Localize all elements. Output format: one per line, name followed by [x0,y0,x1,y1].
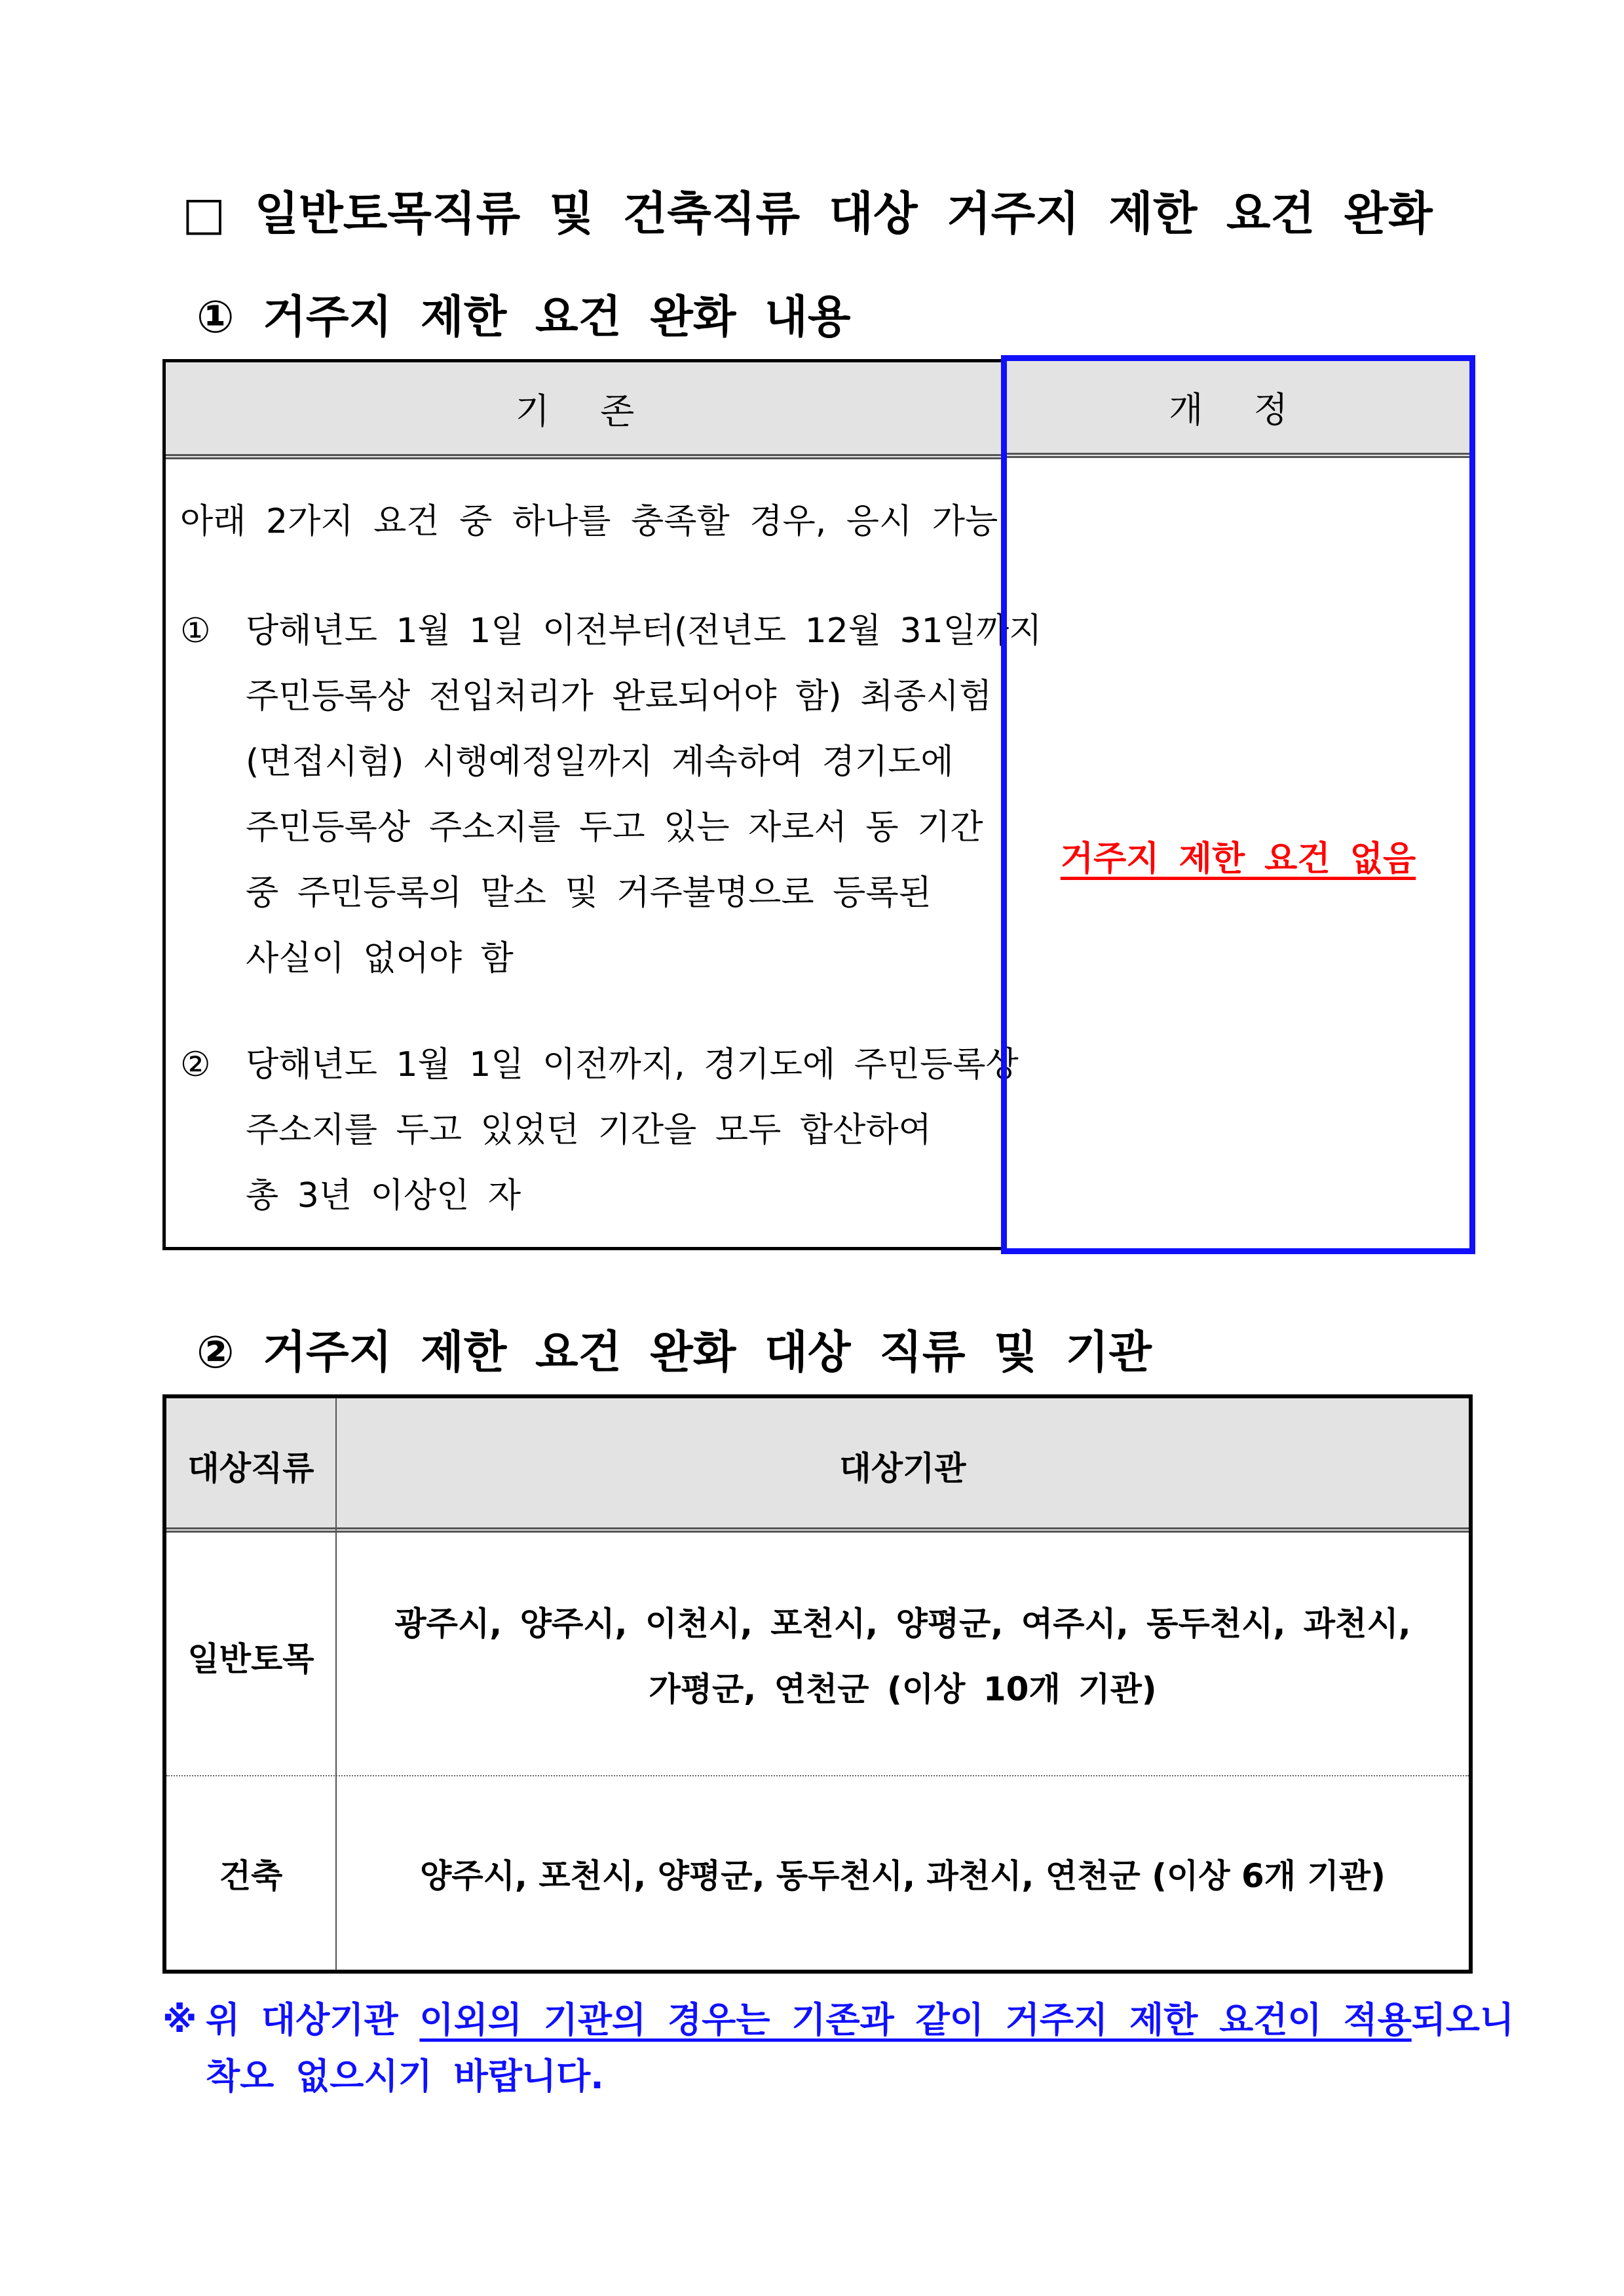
condition-1 [180,598,1042,991]
existing-header: 기 존 [166,362,1004,459]
note [162,1992,1514,2105]
note-text: 되오니 [1411,1999,1515,2040]
row-1-agencies-line: 가평군, 연천군 (이상 10개 기관) [649,1670,1157,1708]
condition-1-line: 주민등록상 주소지를 두고 있는 자로서 동 기간 [246,808,983,847]
note-line-2: 착오 없으시기 바랍니다. [206,2056,604,2097]
row-2-job: 건축 [219,1856,283,1895]
condition-2 [180,1032,1019,1229]
requirements-table [162,359,1473,1250]
condition-2-line: 총 3년 이상인 자 [246,1176,521,1215]
existing-column [162,359,1042,1250]
condition-1-line: 주민등록상 전입처리가 완료되어야 함) 최종시험 [246,677,992,716]
main-title: □ 일반토목직류 및 건축직류 대상 거주지 제한 요건 완화 [182,187,1433,240]
header-agency: 대상기관 [839,1449,966,1487]
row-1-agencies [337,1538,1469,1775]
header-job: 대상직류 [187,1449,314,1487]
condition-1-number: ① [180,611,211,651]
revised-column [1001,355,1475,1254]
condition-1-line: 당해년도 1월 1일 이전부터(전년도 12월 31일까지 [246,611,1042,651]
condition-2-number: ② [180,1045,211,1084]
row-1-agencies-line: 광주시, 양주시, 이천시, 포천시, 양평군, 여주시, 동두천시, 과천시, [394,1605,1411,1643]
condition-1-line: (면접시험) 시행예정일까지 계속하여 경기도에 [246,742,954,782]
existing-intro: 아래 2가지 요건 중 하나를 충족할 경우, 응시 가능 [180,502,998,541]
target-agencies-table [162,1394,1473,1974]
note-text: 위 대상기관 [206,1999,420,2040]
revised-text: 거주지 제한 요건 없음 [1060,839,1416,879]
revised-header: 개 정 [1007,361,1469,458]
row-2-agencies: 양주시, 포천시, 양평군, 동두천시, 과천시, 연천군 (이상 6개 기관) [420,1856,1386,1895]
note-mark: ※ [162,1999,197,2040]
section2-title: ② 거주지 제한 요건 완화 대상 직류 및 기관 [197,1327,1152,1379]
condition-1-line: 사실이 없어야 함 [246,939,514,978]
row-1-job: 일반토목 [187,1640,314,1678]
condition-2-line: 주소지를 두고 있었던 기간을 모두 합산하여 [246,1111,932,1150]
condition-2-line: 당해년도 1월 1일 이전까지, 경기도에 주민등록상 [246,1045,1019,1084]
condition-1-line: 중 주민등록의 말소 및 거주불명으로 등록된 [246,873,932,913]
note-underlined-text: 이외의 기관의 경우는 기존과 같이 거주지 제한 요건이 적용 [419,1999,1412,2040]
section1-title: ① 거주지 제한 요건 완화 내용 [197,292,851,343]
